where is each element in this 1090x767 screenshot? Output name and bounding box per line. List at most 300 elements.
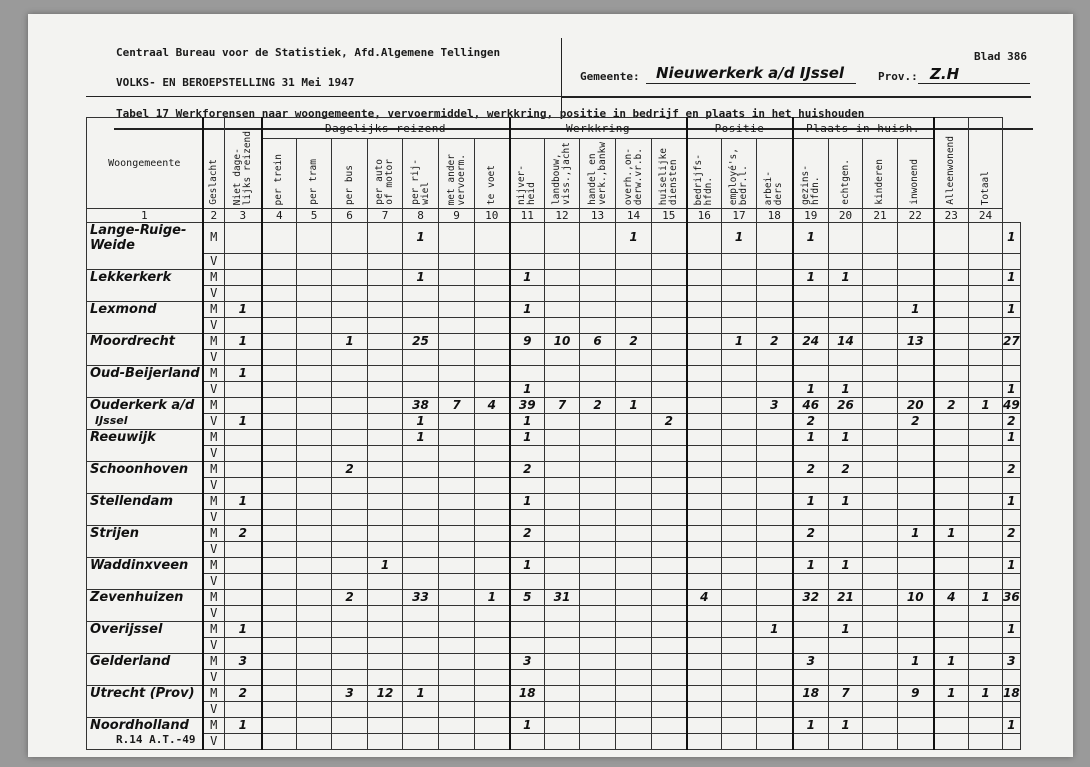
table-cell: 1 — [616, 223, 652, 254]
table-cell — [757, 349, 793, 365]
table-cell — [863, 317, 898, 333]
table-cell — [863, 301, 898, 317]
table-cell — [439, 461, 475, 477]
table-cell — [297, 397, 332, 413]
table-cell — [863, 557, 898, 573]
group-positie: Positie — [687, 118, 793, 139]
table-cell — [863, 509, 898, 525]
prov-value: Z.H — [930, 65, 960, 83]
table-cell — [580, 541, 616, 557]
col-overheid — [616, 139, 652, 209]
table-cell — [934, 733, 969, 749]
table-cell: 49 — [1003, 397, 1020, 412]
table-cell — [297, 557, 332, 573]
table-cell: 2 — [510, 461, 545, 477]
table-cell — [332, 381, 368, 397]
table-cell — [580, 461, 616, 477]
col-handel-label: handel en verk.,bankw — [586, 142, 608, 205]
table-cell — [475, 653, 510, 669]
table-cell — [687, 301, 722, 317]
table-cell — [722, 381, 757, 397]
table-cell — [793, 541, 829, 557]
table-cell: 1 — [1003, 269, 1021, 285]
table-cell — [368, 413, 403, 429]
table-cell — [687, 223, 722, 254]
table-cell: 1 — [969, 685, 1003, 701]
table-cell — [262, 285, 297, 301]
table-cell — [368, 605, 403, 621]
table-cell — [722, 589, 757, 605]
table-cell — [863, 573, 898, 589]
table-cell — [262, 317, 297, 333]
table-cell — [722, 557, 757, 573]
table-cell — [652, 493, 687, 509]
table-cell — [225, 397, 262, 413]
table-cell — [934, 413, 969, 429]
table-row — [87, 557, 1021, 573]
table-cell — [262, 685, 297, 701]
table-cell — [332, 349, 368, 365]
table-cell — [475, 525, 510, 541]
table-cell — [580, 493, 616, 509]
table-cell — [652, 701, 687, 717]
table-cell — [793, 365, 829, 381]
table-cell — [368, 349, 403, 365]
table-cell — [332, 253, 368, 269]
table-cell — [969, 509, 1003, 525]
table-row — [87, 461, 1021, 477]
table-cell — [722, 605, 757, 621]
table-cell — [863, 493, 898, 509]
table-cell — [757, 253, 793, 269]
table-cell — [969, 349, 1003, 365]
table-cell — [368, 717, 403, 733]
table-cell: 13 — [898, 333, 934, 349]
column-number: 24 — [969, 209, 1003, 223]
table-cell — [332, 445, 368, 461]
table-cell — [969, 381, 1003, 397]
table-cell — [332, 733, 368, 749]
table-cell — [475, 413, 510, 429]
table-cell: 1 — [225, 717, 262, 733]
table-cell — [403, 669, 439, 685]
table-cell — [545, 669, 580, 685]
table-cell — [225, 429, 262, 445]
table-cell — [757, 605, 793, 621]
table-cell — [1003, 701, 1021, 717]
table-cell — [475, 317, 510, 333]
table-cell: 1 — [793, 223, 829, 254]
table-cell — [898, 493, 934, 509]
table-cell — [616, 285, 652, 301]
table-cell — [829, 637, 863, 653]
table-cell — [297, 333, 332, 349]
table-cell — [545, 541, 580, 557]
col-nijverheid — [510, 139, 545, 209]
table-cell: 3 — [1003, 653, 1021, 669]
sex-code: M — [203, 621, 225, 637]
table-cell — [757, 493, 793, 509]
table-cell — [332, 637, 368, 653]
table-cell — [510, 509, 545, 525]
woongemeente-name — [87, 477, 203, 493]
table-cell — [687, 717, 722, 733]
woongemeente-name — [87, 605, 203, 621]
group-plaats: Plaats in huish. — [793, 118, 934, 139]
col-huiselijk-label: huiselijke diensten — [657, 147, 679, 205]
table-cell — [368, 301, 403, 317]
table-cell — [687, 573, 722, 589]
table-cell — [687, 381, 722, 397]
table-cell — [439, 733, 475, 749]
table-cell — [722, 349, 757, 365]
column-number: 23 — [934, 209, 969, 223]
table-cell — [439, 381, 475, 397]
table-cell — [616, 733, 652, 749]
table-cell — [793, 445, 829, 461]
col-nijverheid-label: nijver- heid — [516, 164, 538, 205]
sex-code: V — [203, 413, 225, 429]
woongemeente-name: Lange-Ruige-Weide — [87, 223, 203, 254]
table-cell — [225, 349, 262, 365]
table-cell — [616, 477, 652, 493]
table-cell: 1 — [829, 621, 863, 637]
table-cell: 2 — [510, 525, 545, 541]
table-cell — [829, 317, 863, 333]
table-cell — [332, 493, 368, 509]
table-cell — [580, 429, 616, 445]
table-cell: 1 — [510, 301, 545, 317]
table-cell — [616, 557, 652, 573]
table-cell — [403, 605, 439, 621]
table-cell — [652, 381, 687, 397]
table-cell — [439, 653, 475, 669]
col-handel — [580, 139, 616, 209]
table-cell: 1 — [793, 493, 829, 509]
table-row — [87, 381, 1021, 397]
table-cell — [757, 525, 793, 541]
table-cell — [757, 461, 793, 477]
table-cell — [722, 397, 757, 413]
table-cell: 3 — [510, 653, 545, 669]
table-cell: 1 — [510, 557, 545, 573]
table-cell: 31 — [545, 589, 580, 605]
table-cell: 1 — [225, 333, 262, 349]
table-cell — [475, 223, 510, 254]
table-cell: 26 — [829, 397, 863, 413]
table-cell — [262, 223, 297, 254]
table-cell — [297, 589, 332, 605]
table-cell — [757, 541, 793, 557]
table-row — [87, 333, 1021, 349]
table-row — [87, 669, 1021, 685]
table-cell — [757, 381, 793, 397]
table-cell — [969, 269, 1003, 285]
table-cell — [332, 621, 368, 637]
table-cell — [439, 525, 475, 541]
table-cell — [368, 445, 403, 461]
table-cell — [616, 365, 652, 381]
table-cell — [863, 733, 898, 749]
table-cell: 1 — [403, 413, 439, 429]
table-cell — [545, 733, 580, 749]
table-cell — [297, 381, 332, 397]
table-cell — [545, 653, 580, 669]
group-dagelijks: Dagelijks reizend — [262, 118, 510, 139]
sex-code: M — [203, 557, 225, 573]
table-cell — [687, 525, 722, 541]
woongemeente-name — [87, 541, 203, 557]
table-cell — [439, 365, 475, 381]
table-cell — [439, 637, 475, 653]
table-cell — [297, 573, 332, 589]
table-cell — [934, 621, 969, 637]
table-cell: 2 — [1003, 413, 1021, 429]
table-cell — [757, 285, 793, 301]
table-cell — [1003, 349, 1021, 365]
table-cell — [863, 381, 898, 397]
column-number: 3 — [225, 209, 262, 223]
table-cell — [652, 541, 687, 557]
table-cell — [262, 717, 297, 733]
column-number: 4 — [262, 209, 297, 223]
table-cell: 1 — [332, 333, 368, 349]
table-cell — [829, 365, 863, 381]
table-cell — [793, 477, 829, 493]
table-cell — [722, 733, 757, 749]
col-arbeiders-label: arbei- ders — [763, 170, 785, 205]
table-cell — [687, 413, 722, 429]
table-cell — [510, 253, 545, 269]
table-cell — [262, 637, 297, 653]
table-cell: 18 — [510, 685, 545, 701]
table-cell — [757, 717, 793, 733]
table-cell — [863, 445, 898, 461]
table-cell — [863, 413, 898, 429]
table-cell — [368, 621, 403, 637]
table-cell — [403, 445, 439, 461]
col-per-bus — [332, 139, 368, 209]
table-cell — [934, 333, 969, 349]
table-cell — [652, 669, 687, 685]
table-cell — [403, 365, 439, 381]
table-row — [87, 493, 1021, 509]
table-cell — [510, 349, 545, 365]
table-cell — [510, 223, 545, 254]
table-cell — [722, 525, 757, 541]
gemeente-value: Nieuwerkerk a/d IJssel — [656, 64, 845, 82]
table-cell — [475, 285, 510, 301]
table-cell — [969, 253, 1003, 269]
table-cell: 1 — [510, 269, 545, 285]
table-cell: 1 — [934, 653, 969, 669]
table-cell — [545, 301, 580, 317]
table-cell — [510, 285, 545, 301]
sex-code: V — [203, 285, 225, 301]
table-cell — [898, 429, 934, 445]
table-cell — [262, 253, 297, 269]
table-row — [87, 525, 1021, 541]
table-cell: 1 — [829, 493, 863, 509]
table-cell — [757, 573, 793, 589]
sex-code: V — [203, 477, 225, 493]
table-cell — [722, 653, 757, 669]
table-cell — [262, 589, 297, 605]
woongemeente-name: Reeuwijk — [87, 429, 203, 445]
table-cell — [368, 541, 403, 557]
table-cell: 1 — [898, 653, 934, 669]
table-cell: 2 — [652, 413, 687, 429]
table-cell — [475, 333, 510, 349]
table-cell — [934, 493, 969, 509]
table-cell — [652, 477, 687, 493]
table-cell — [332, 223, 368, 254]
table-cell — [969, 541, 1003, 557]
table-cell: 1 — [793, 269, 829, 285]
sex-code: M — [203, 653, 225, 669]
table-cell — [934, 317, 969, 333]
table-cell — [969, 605, 1003, 621]
sex-code: M — [203, 269, 225, 285]
table-cell — [368, 493, 403, 509]
table-cell — [898, 509, 934, 525]
column-number: 6 — [332, 209, 368, 223]
sex-code: M — [203, 301, 225, 317]
table-cell — [969, 733, 1003, 749]
table-cell: 1 — [722, 333, 757, 349]
table-cell: 33 — [403, 589, 439, 605]
table-cell: 2 — [1003, 461, 1021, 477]
sex-code: V — [203, 253, 225, 269]
table-cell — [225, 637, 262, 653]
woongemeente-name: Schoonhoven — [87, 461, 203, 477]
col-per-tram — [297, 139, 332, 209]
table-cell — [368, 637, 403, 653]
table-cell — [863, 333, 898, 349]
table-cell — [793, 509, 829, 525]
table-cell — [225, 573, 262, 589]
sex-code: M — [203, 589, 225, 605]
table-cell — [1003, 477, 1021, 493]
sex-code: V — [203, 573, 225, 589]
table-cell — [225, 381, 262, 397]
table-cell — [687, 685, 722, 701]
table-cell — [722, 429, 757, 445]
woongemeente-name: Noordholland — [87, 717, 203, 733]
table-cell — [297, 269, 332, 285]
woongemeente-name: Moordrecht — [87, 333, 203, 349]
column-number-row — [87, 209, 1021, 223]
woongemeente-name: Overijssel — [87, 621, 203, 637]
table-cell — [652, 397, 687, 413]
table-cell — [757, 653, 793, 669]
table-cell: 1 — [829, 381, 863, 397]
table-cell — [687, 253, 722, 269]
col-landbouw — [545, 139, 580, 209]
group-werkkring: Werkkring — [510, 118, 687, 139]
table-cell — [403, 557, 439, 573]
column-number: 2 — [203, 209, 225, 223]
col-te-voet-label: te voet — [485, 164, 497, 205]
col-overheid-label: overh.,on- derw.vr.b. — [622, 147, 644, 205]
table-cell — [687, 605, 722, 621]
table-cell — [262, 301, 297, 317]
table-row — [87, 573, 1021, 589]
table-cell — [475, 381, 510, 397]
table-cell — [722, 541, 757, 557]
table-cell — [793, 621, 829, 637]
table-cell — [863, 429, 898, 445]
table-cell — [297, 701, 332, 717]
table-cell — [580, 605, 616, 621]
sex-code: V — [203, 381, 225, 397]
table-cell — [332, 477, 368, 493]
col-gezinshfdn-label: gezins- hfdn. — [799, 164, 821, 205]
table-cell — [545, 717, 580, 733]
table-cell — [616, 349, 652, 365]
table-cell — [652, 621, 687, 637]
table-cell — [545, 381, 580, 397]
table-cell — [898, 253, 934, 269]
table-cell — [829, 541, 863, 557]
table-cell — [616, 269, 652, 285]
table-cell — [829, 701, 863, 717]
table-cell — [898, 285, 934, 301]
sex-code: M — [203, 717, 225, 733]
table-cell — [545, 509, 580, 525]
table-cell — [969, 317, 1003, 333]
table-cell — [934, 573, 969, 589]
table-cell — [225, 477, 262, 493]
col-per-rijwiel-label: per rij- wiel — [409, 159, 431, 205]
table-cell — [652, 349, 687, 365]
table-cell: 1 — [225, 413, 262, 429]
table-cell — [225, 461, 262, 477]
sex-code: V — [203, 733, 225, 749]
table-cell — [829, 733, 863, 749]
table-cell — [1003, 605, 1021, 621]
table-cell — [863, 285, 898, 301]
table-cell — [652, 301, 687, 317]
sex-code: M — [203, 429, 225, 445]
woongemeente-name — [87, 285, 203, 301]
table-cell — [757, 317, 793, 333]
table-cell — [934, 701, 969, 717]
col-niet-dagelijks-label: Niet dage- lijks reizend — [231, 130, 253, 205]
table-cell — [616, 717, 652, 733]
table-cell — [545, 573, 580, 589]
table-cell — [262, 653, 297, 669]
table-cell — [475, 701, 510, 717]
sex-code: M — [203, 461, 225, 477]
woongemeente-name: Lekkerkerk — [87, 269, 203, 285]
table-cell — [793, 573, 829, 589]
table-cell — [332, 605, 368, 621]
table-cell — [969, 637, 1003, 653]
table-cell — [475, 269, 510, 285]
table-cell — [898, 701, 934, 717]
table-cell: 2 — [332, 461, 368, 477]
table-cell — [368, 589, 403, 605]
table-cell: 32 — [793, 589, 829, 605]
table-cell: 1 — [1003, 429, 1021, 445]
table-cell — [262, 509, 297, 525]
table-cell — [863, 365, 898, 381]
col-bedrijfshfdn — [687, 139, 722, 209]
table-cell — [439, 445, 475, 461]
table-cell — [616, 653, 652, 669]
table-cell: 1 — [510, 429, 545, 445]
